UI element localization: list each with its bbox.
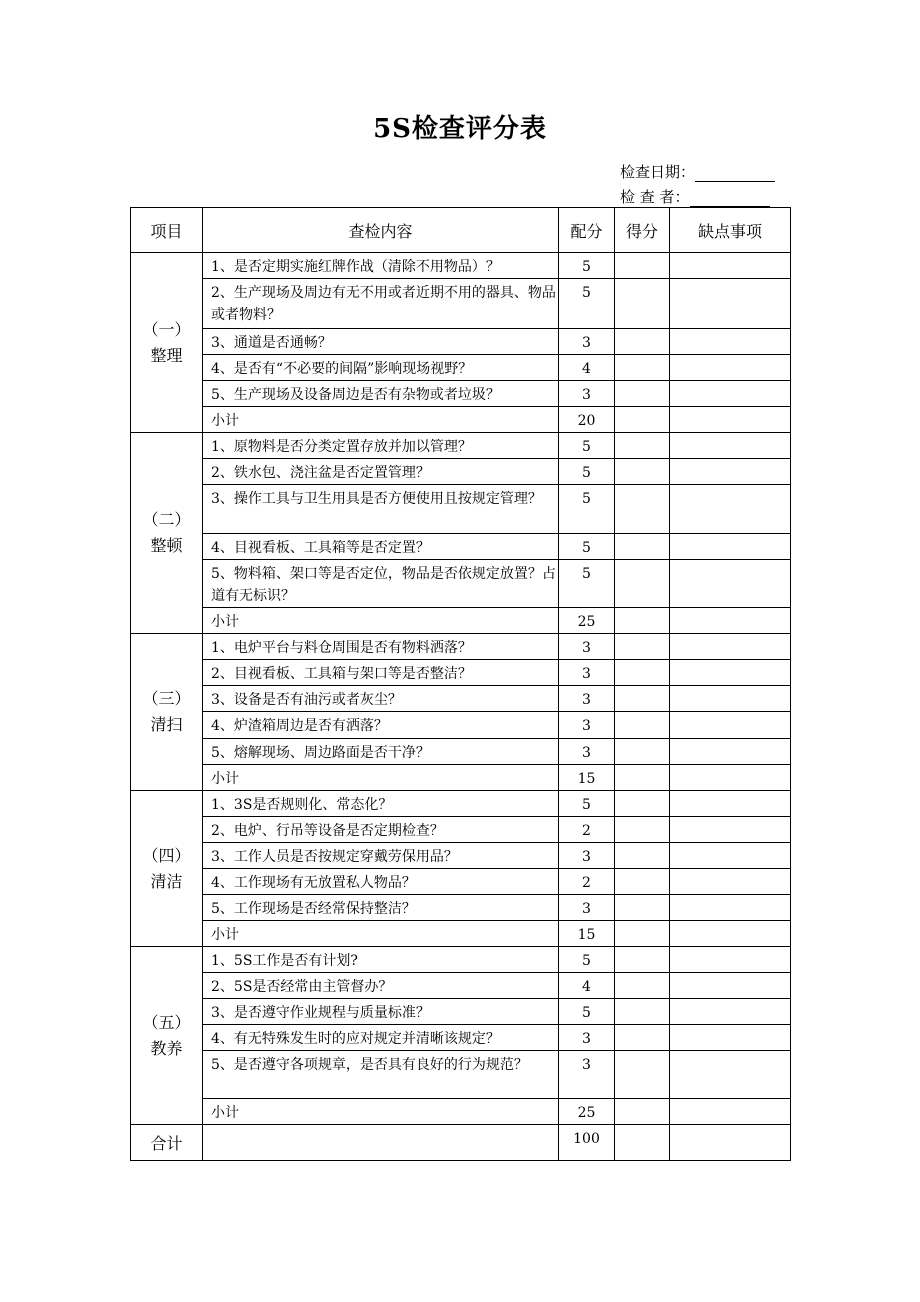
table-row — [131, 634, 791, 660]
defects-cell[interactable] — [670, 433, 791, 459]
defects-cell[interactable] — [670, 381, 791, 407]
defects-cell[interactable] — [670, 686, 791, 712]
check-item-text: 1、是否定期实施红牌作战（清除不用物品）？ — [203, 253, 559, 279]
score-cell[interactable] — [615, 869, 670, 895]
check-item-text: 2、5S是否经常由主管督办？ — [203, 973, 559, 999]
inspection-date-label: 检查日期： — [620, 163, 696, 181]
score-cell[interactable] — [615, 739, 670, 765]
defects-cell[interactable] — [670, 355, 791, 381]
table-row — [131, 1051, 791, 1099]
table-row — [131, 660, 791, 686]
subtotal-score-cell[interactable] — [615, 608, 670, 634]
subtotal-points: 15 — [559, 921, 615, 947]
check-item-points: 2 — [559, 817, 615, 843]
defects-cell[interactable] — [670, 560, 791, 608]
table-row — [131, 355, 791, 381]
check-item-text: 1、5S工作是否有计划? — [203, 947, 559, 973]
check-item-text: 2、目视看板、工具箱与架口等是否整洁？ — [203, 660, 559, 686]
score-cell[interactable] — [615, 660, 670, 686]
check-item-text: 5、熔解现场、周边路面是否干净？ — [203, 739, 559, 765]
section-category — [131, 433, 203, 634]
check-item-points: 3 — [559, 634, 615, 660]
col-header-points: 配分 — [559, 208, 615, 253]
table-header-row — [131, 208, 791, 253]
defects-cell[interactable] — [670, 999, 791, 1025]
score-cell[interactable] — [615, 1051, 670, 1099]
table-row — [131, 534, 791, 560]
subtotal-label: 小计 — [203, 407, 559, 433]
check-item-text: 2、生产现场及周边有无不用或者近期不用的器具、物品或者物料？ — [203, 279, 559, 329]
check-item-text: 2、电炉、行吊等设备是否定期检查？ — [203, 817, 559, 843]
table-row — [131, 329, 791, 355]
check-item-text: 4、目视看板、工具箱等是否定置？ — [203, 534, 559, 560]
section-category — [131, 947, 203, 1125]
total-label: 合计 — [131, 1125, 203, 1161]
subtotal-score-cell[interactable] — [615, 1099, 670, 1125]
section-name: 整理 — [150, 345, 183, 365]
total-content-cell — [203, 1125, 559, 1161]
subtotal-points: 25 — [559, 608, 615, 634]
table-row — [131, 1025, 791, 1051]
subtotal-score-cell[interactable] — [615, 921, 670, 947]
defects-cell[interactable] — [670, 973, 791, 999]
score-cell[interactable] — [615, 712, 670, 739]
check-item-points: 5 — [559, 791, 615, 817]
defects-cell[interactable] — [670, 1051, 791, 1099]
table-row — [131, 686, 791, 712]
table-row — [131, 712, 791, 739]
subtotal-row — [131, 1099, 791, 1125]
defects-cell[interactable] — [670, 791, 791, 817]
section-name: 整顿 — [150, 536, 183, 555]
check-item-points: 4 — [559, 973, 615, 999]
check-item-points: 4 — [559, 355, 615, 381]
total-points: 100 — [559, 1125, 615, 1161]
check-item-text: 2、铁水包、浇注盆是否定置管理？ — [203, 459, 559, 485]
subtotal-row — [131, 921, 791, 947]
table-row — [131, 253, 791, 279]
table-row — [131, 895, 791, 921]
subtotal-defects-cell[interactable] — [670, 407, 791, 433]
inspection-date-blank[interactable] — [695, 167, 775, 182]
col-header-content: 查检内容 — [203, 208, 559, 253]
score-cell[interactable] — [615, 973, 670, 999]
table-row — [131, 999, 791, 1025]
subtotal-defects-cell[interactable] — [670, 921, 791, 947]
defects-cell[interactable] — [670, 947, 791, 973]
table-row — [131, 791, 791, 817]
score-cell[interactable] — [615, 1025, 670, 1051]
inspector-blank[interactable] — [690, 192, 770, 207]
check-item-points: 5 — [559, 485, 615, 534]
section-index: （二） — [142, 510, 191, 529]
table-row — [131, 973, 791, 999]
subtotal-label: 小计 — [203, 765, 559, 791]
check-item-text: 3、操作工具与卫生用具是否方便使用且按规定管理？ — [203, 485, 559, 534]
table-row — [131, 843, 791, 869]
check-item-points: 5 — [559, 253, 615, 279]
table-row — [131, 817, 791, 843]
score-cell[interactable] — [615, 817, 670, 843]
check-item-points: 3 — [559, 1051, 615, 1099]
score-cell[interactable] — [615, 459, 670, 485]
score-cell[interactable] — [615, 560, 670, 608]
subtotal-row — [131, 608, 791, 634]
section-name: 清扫 — [150, 715, 183, 734]
defects-cell[interactable] — [670, 869, 791, 895]
check-item-points: 5 — [559, 560, 615, 608]
score-cell[interactable] — [615, 433, 670, 459]
inspector-field — [620, 186, 770, 207]
check-item-text: 1、电炉平台与料仓周围是否有物料洒落？ — [203, 634, 559, 660]
subtotal-label: 小计 — [203, 608, 559, 634]
section-index: （三） — [142, 689, 191, 708]
check-item-text: 5、工作现场是否经常保持整洁？ — [203, 895, 559, 921]
table-row — [131, 947, 791, 973]
total-defects-cell[interactable] — [670, 1125, 791, 1161]
check-item-text: 4、炉渣箱周边是否有洒落？ — [203, 712, 559, 739]
check-item-points: 2 — [559, 869, 615, 895]
score-cell[interactable] — [615, 634, 670, 660]
col-header-score: 得分 — [615, 208, 670, 253]
score-cell[interactable] — [615, 791, 670, 817]
subtotal-score-cell[interactable] — [615, 765, 670, 791]
table-row — [131, 485, 791, 534]
section-category — [131, 253, 203, 433]
check-item-text: 5、是否遵守各项规章，是否具有良好的行为规范？ — [203, 1051, 559, 1099]
check-item-points: 3 — [559, 381, 615, 407]
section-name: 教养 — [150, 1038, 183, 1058]
check-item-text: 4、有无特殊发生时的应对规定并清晰该规定？ — [203, 1025, 559, 1051]
section-name: 清洁 — [150, 871, 183, 891]
subtotal-score-cell[interactable] — [615, 407, 670, 433]
score-cell[interactable] — [615, 843, 670, 869]
defects-cell[interactable] — [670, 534, 791, 560]
inspector-label: 检 查 者： — [620, 188, 690, 206]
table-row — [131, 869, 791, 895]
defects-cell[interactable] — [670, 660, 791, 686]
subtotal-label: 小计 — [203, 1099, 559, 1125]
defects-cell[interactable] — [670, 843, 791, 869]
check-item-points: 3 — [559, 1025, 615, 1051]
subtotal-row — [131, 407, 791, 433]
defects-cell[interactable] — [670, 739, 791, 765]
defects-cell[interactable] — [670, 634, 791, 660]
score-cell[interactable] — [615, 329, 670, 355]
col-header-item: 项目 — [131, 208, 203, 253]
page-title: 5S检查评分表 — [373, 114, 547, 144]
check-item-points: 3 — [559, 660, 615, 686]
defects-cell[interactable] — [670, 895, 791, 921]
section-index: （一） — [142, 319, 191, 339]
score-cell[interactable] — [615, 999, 670, 1025]
section-index: （五） — [142, 1012, 191, 1032]
subtotal-defects-cell[interactable] — [670, 1099, 791, 1125]
score-cell[interactable] — [615, 485, 670, 534]
table-row — [131, 459, 791, 485]
check-item-points: 3 — [559, 329, 615, 355]
subtotal-row — [131, 765, 791, 791]
score-cell[interactable] — [615, 279, 670, 329]
defects-cell[interactable] — [670, 279, 791, 329]
subtotal-defects-cell[interactable] — [670, 608, 791, 634]
check-item-points: 5 — [559, 947, 615, 973]
check-item-text: 5、物料箱、架口等是否定位，物品是否依规定放置？占道有无标识？ — [203, 560, 559, 608]
check-item-text: 3、工作人员是否按规定穿戴劳保用品？ — [203, 843, 559, 869]
defects-cell[interactable] — [670, 485, 791, 534]
subtotal-points: 25 — [559, 1099, 615, 1125]
total-score-cell[interactable] — [615, 1125, 670, 1161]
table-row — [131, 279, 791, 329]
score-cell[interactable] — [615, 253, 670, 279]
defects-cell[interactable] — [670, 459, 791, 485]
score-cell[interactable] — [615, 381, 670, 407]
subtotal-defects-cell[interactable] — [670, 765, 791, 791]
score-cell[interactable] — [615, 534, 670, 560]
check-item-points: 5 — [559, 459, 615, 485]
score-cell[interactable] — [615, 895, 670, 921]
table-row — [131, 433, 791, 459]
check-item-points: 3 — [559, 843, 615, 869]
check-item-points: 5 — [559, 999, 615, 1025]
check-item-text: 5、生产现场及设备周边是否有杂物或者垃圾？ — [203, 381, 559, 407]
check-item-points: 3 — [559, 739, 615, 765]
inspection-date-field — [620, 161, 775, 182]
table-row — [131, 381, 791, 407]
check-item-text: 4、工作现场有无放置私人物品？ — [203, 869, 559, 895]
defects-cell[interactable] — [670, 253, 791, 279]
check-item-points: 5 — [559, 433, 615, 459]
check-item-points: 5 — [559, 279, 615, 329]
defects-cell[interactable] — [670, 329, 791, 355]
score-cell[interactable] — [615, 355, 670, 381]
table-row — [131, 560, 791, 608]
check-item-text: 3、是否遵守作业规程与质量标准？ — [203, 999, 559, 1025]
subtotal-label: 小计 — [203, 921, 559, 947]
section-category — [131, 634, 203, 791]
subtotal-points: 15 — [559, 765, 615, 791]
section-category — [131, 791, 203, 947]
total-row — [131, 1125, 791, 1161]
check-item-points: 3 — [559, 686, 615, 712]
defects-cell[interactable] — [670, 712, 791, 739]
check-item-text: 4、是否有“不必要的间隔”影响现场视野？ — [203, 355, 559, 381]
check-item-points: 5 — [559, 534, 615, 560]
check-item-points: 3 — [559, 712, 615, 739]
defects-cell[interactable] — [670, 817, 791, 843]
section-index: （四） — [142, 845, 191, 865]
score-table — [130, 207, 791, 1161]
col-header-defects: 缺点事项 — [670, 208, 791, 253]
check-item-text: 1、3S是否规则化、常态化？ — [203, 791, 559, 817]
subtotal-points: 20 — [559, 407, 615, 433]
score-cell[interactable] — [615, 686, 670, 712]
check-item-text: 1、原物料是否分类定置存放并加以管理？ — [203, 433, 559, 459]
check-item-points: 3 — [559, 895, 615, 921]
table-row — [131, 739, 791, 765]
score-cell[interactable] — [615, 947, 670, 973]
defects-cell[interactable] — [670, 1025, 791, 1051]
check-item-text: 3、通道是否通畅？ — [203, 329, 559, 355]
check-item-text: 3、设备是否有油污或者灰尘？ — [203, 686, 559, 712]
